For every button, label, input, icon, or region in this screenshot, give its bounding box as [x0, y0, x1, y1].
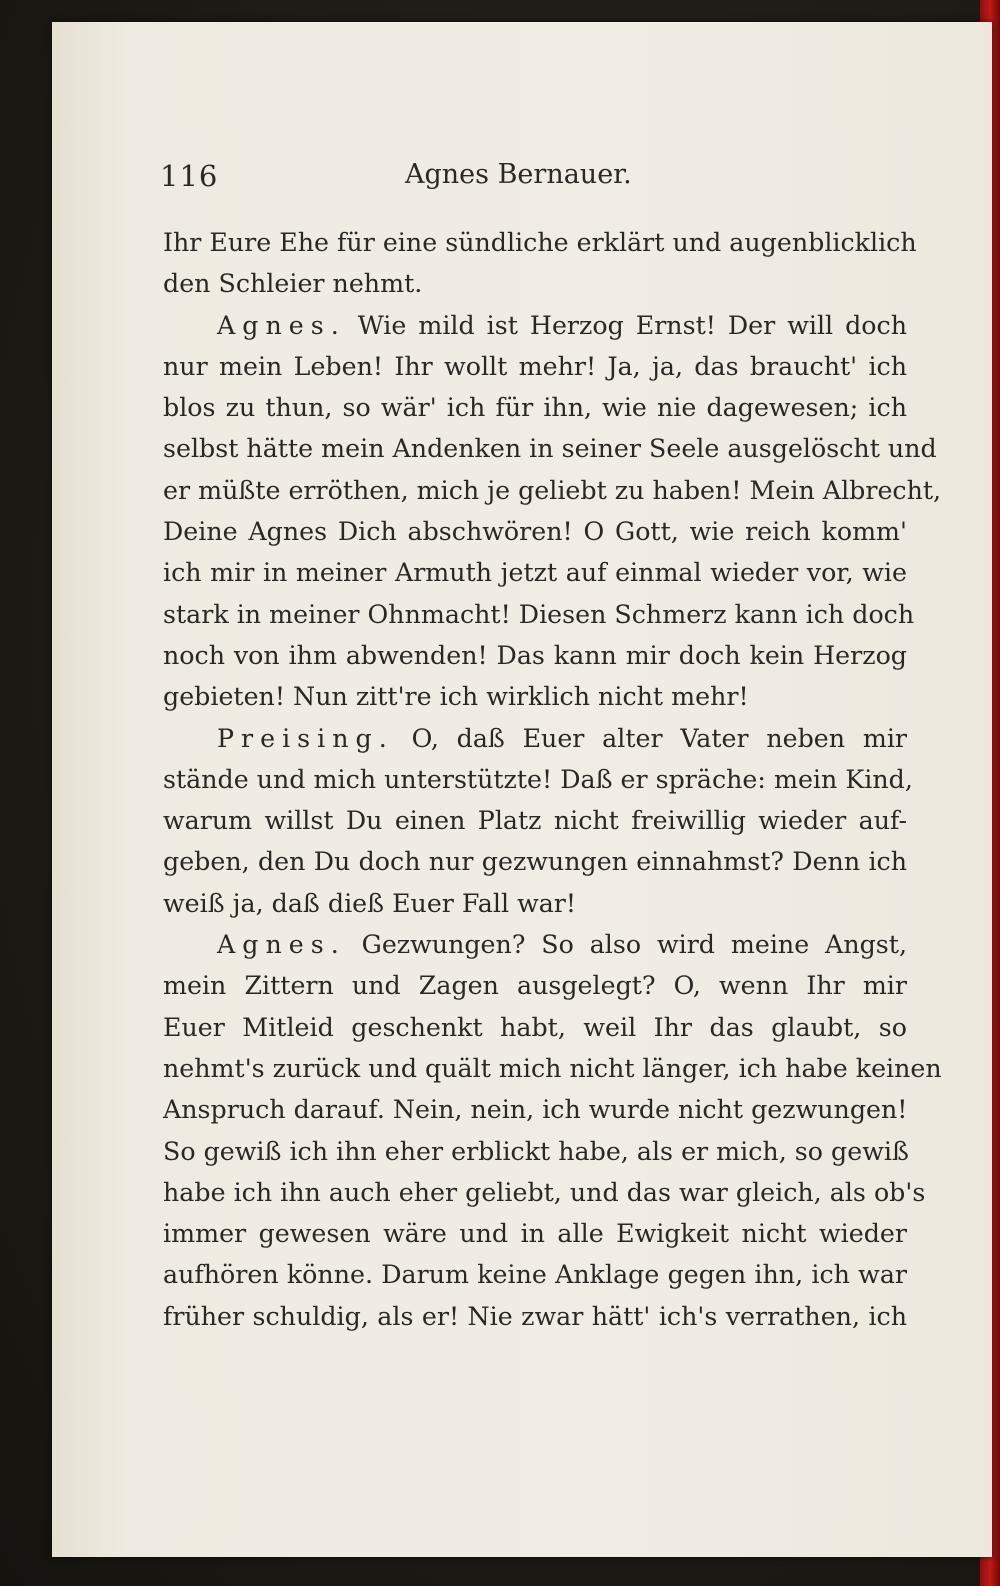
running-title: Agnes Bernauer. [405, 159, 632, 190]
text-line: stände und mich unterstützte! Daß er spräche: mein Kind, [163, 764, 913, 794]
text-line: geben, den Du doch nur gezwungen einnahmst? Denn ich [163, 847, 907, 877]
text-line: habe ich ihn auch eher geliebt, und das war gleich, als ob's [163, 1177, 926, 1207]
text-line: Euer Mitleid geschenkt habt, weil Ihr das glaubt, so [163, 1012, 907, 1042]
text-line: nur mein Leben! Ihr wollt mehr! Ja, ja, das braucht' ich [163, 351, 907, 381]
text-line: weiß ja, daß dieß Euer Fall war! [163, 888, 577, 918]
text-line: Agnes. Gezwungen? So also wird meine Angst, [217, 930, 907, 960]
text-line: Ihr Eure Ehe für eine sündliche erklärt und augenblicklich [163, 228, 917, 257]
text-line: warum willst Du einen Platz nicht freiwillig wieder auf- [163, 806, 907, 836]
page-header [160, 155, 920, 205]
text-line: gebieten! Nun zitt're ich wirklich nicht mehr! [163, 682, 749, 712]
speaker-name: Agnes. [217, 310, 346, 340]
text-line: Anspruch darauf. Nein, nein, ich wurde nicht gezwungen! [163, 1095, 908, 1125]
speaker-name: Agnes. [217, 930, 346, 960]
text-line: ich mir in meiner Armuth jetzt auf einmal wieder vor, wie [163, 558, 907, 588]
text-line: blos zu thun, so wär' ich für ihn, wie nie dagewesen; ich [163, 393, 907, 423]
text-line: stark in meiner Ohnmacht! Diesen Schmerz kann ich doch [163, 599, 915, 629]
text-line: immer gewesen wäre und in alle Ewigkeit nicht wieder [163, 1219, 907, 1249]
page-number: 116 [160, 159, 219, 193]
body-text [163, 222, 942, 1337]
text-line: nehmt's zurück und quält mich nicht länger, ich habe keinen [163, 1053, 942, 1083]
text-line: Deine Agnes Dich abschwören! O Gott, wie reich komm' [163, 517, 907, 547]
text-line: er müßte erröthen, mich je geliebt zu haben! Mein Albrecht, [163, 475, 942, 505]
speaker-name: Preising. [217, 723, 394, 753]
text-line: selbst hätte mein Andenken in seiner Seele ausgelöscht und [163, 434, 937, 464]
text-line: aufhören könne. Darum keine Anklage gegen ihn, ich war [163, 1260, 907, 1290]
text-line: noch von ihm abwenden! Das kann mir doch kein Herzog [163, 640, 907, 670]
text-line: mein Zittern und Zagen ausgelegt? O, wenn Ihr mir [163, 971, 907, 1001]
text-line: den Schleier nehmt. [163, 269, 423, 299]
text-line: früher schuldig, als er! Nie zwar hätt' ich's verrathen, ich [163, 1301, 907, 1331]
text-line: Agnes. Wie mild ist Herzog Ernst! Der will doch [217, 310, 907, 340]
text-line: So gewiß ich ihn eher erblickt habe, als er mich, so gewiß [163, 1136, 909, 1166]
text-line: Preising. O, daß Euer alter Vater neben mir [217, 723, 908, 753]
